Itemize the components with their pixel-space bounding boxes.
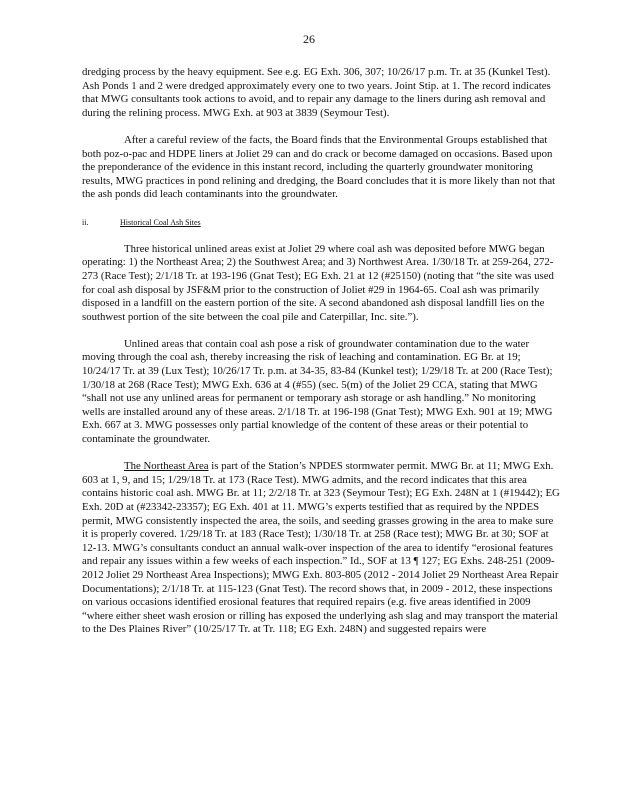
paragraph-board-finding: After a careful review of the facts, the Board finds that the Environmental Groups established that both poz-o-pac and HDPE liners at Joliet 29 can and do crack or become damaged on occasions. Based upon the preponderance of the evidence in this instant record, including the quarterly groundwater monitoring results, MWG practices in pond relining and dredging, the Board concludes that it is more likely than not that the ash ponds did leach contaminants into the groundwater. bbox=[82, 133, 556, 201]
paragraph-northeast-area bbox=[82, 460, 560, 637]
paragraph-historical-areas: Three historical unlined areas exist at Joliet 29 where coal ash was deposited before MWG began operating: 1) the Northeast Area; 2) the Southwest Area; and 3) Northwest Area. 1/30/18 Tr. at 259-264, 272-273 (Race Test); 2/1/18 Tr. at 193-196 (Gnat Test); EG Exh. 21 at 12 (#25150) (noting that “the site was used for coal ash disposal by JSF&M prior to the construction of Joliet #29 in 1964-65. Coal ash was primarily disposed in a landfill on the eastern portion of the site. A second abandoned ash disposal landfill lies on the southwest portion of the site between the coal pile and Caterpillar, Inc. site.”). bbox=[82, 242, 554, 323]
section-heading bbox=[82, 216, 560, 230]
section-title: Historical Coal Ash Sites bbox=[120, 217, 201, 227]
northeast-area-text: is part of the Station’s NPDES stormwater permit. MWG Br. at 11; MWG Exh. 603 at 1, 9, and 15; 1/29/18 Tr. at 173 (Race Test). MWG admits, and the record indicates that this area contains historic coal ash. MWG Br. at 11; 2/2/18 Tr. at 323 (Seymour Test); EG Exh. 248N at 1 (#19442); EG Exh. 20D at (#23342-23357); EG Exh. 401 at 11. MWG’s experts testified that as required by the NPDES permit, MWG consistently inspected the area, the soils, and seeding grasses growing in the area to make sure it is properly covered. 1/29/18 Tr. at 183 (Race Test); 1/30/18 Tr. at 258 (Race test); MWG Br. at 30; SOF at 12-13. MWG’s consultants conduct an annual walk-over inspection of the area to identify “erosional features and repair any issues within a few weeks of each inspection.” Id., SOF at 13 ¶ 127; EG Exhs. 248-251 (2009-2012 Joliet 29 Northeast Area Inspections); MWG Exh. 803-805 (2012 - 2014 Joliet 29 Northeast Area Repair Documentations); 2/1/18 Tr. at 115-123 (Gnat Test). The record shows that, in 2009 - 2012, these inspections on various occasions identified erosional features that required repairs (e.g. five areas identified in 2009 “where either sheet wash erosion or rilling has exposed the underlying ash slag and may transport the material to the Des Plaines River” (10/25/17 Tr. at Tr. 118; EG Exh. 248N) and suggested repairs were bbox=[82, 460, 560, 636]
paragraph-unlined-areas-risk: Unlined areas that contain coal ash pose a risk of groundwater contamination due to the water moving through the coal ash, thereby increasing the risk of leaching and contamination. EG Br. at 19; 10/24/17 Tr. at 39 (Lux Test); 10/26/17 Tr. p.m. at 34-35, 83-84 (Kunkel test); 1/29/18 Tr. at 200 (Race Test); 1/30/18 at 268 (Race Test); MWG Exh. 636 at 4 (#55) (sec. 5(m) of the Joliet 29 CCA, stating that MWG “shall not use any unlined areas for permanent or temporary ash storage or ash handling.” No monitoring wells are installed around any of these areas. 2/1/18 Tr. at 196-198 (Gnat Test); MWG Exh. 901 at 19; MWG Exh. 667 at 3. MWG possesses only partial knowledge of the content of these areas or their potential to contaminate the groundwater. bbox=[82, 337, 553, 446]
paragraph-dredging-continuation: dredging process by the heavy equipment. See e.g. EG Exh. 306, 307; 10/26/17 p.m. Tr. at 35 (Kunkel Test). Ash Ponds 1 and 2 were dredged approximately every one to two years. Joint Stip. at 1. The record indicates that MWG consultants took actions to avoid, and to repair any damage to the liners during ash removal and during the relining process. MWG Exh. at 903 at 3839 (Seymour Test). bbox=[82, 66, 551, 119]
northeast-area-lead: The Northeast Area bbox=[124, 460, 209, 473]
page-number: 26 bbox=[303, 32, 315, 46]
section-number: ii. bbox=[82, 217, 89, 227]
document-body bbox=[82, 66, 560, 651]
